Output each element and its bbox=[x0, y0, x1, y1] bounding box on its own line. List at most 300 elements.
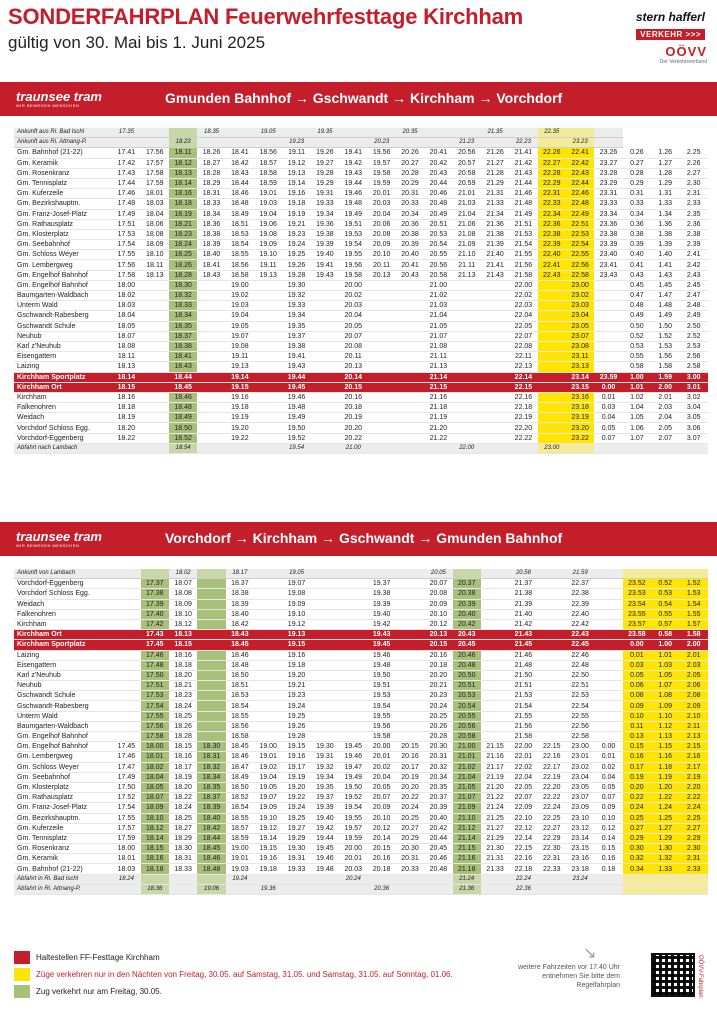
departure-time: 2.53 bbox=[679, 341, 708, 351]
departure-time: 18.45 bbox=[226, 640, 254, 650]
departure-time: 1.27 bbox=[651, 823, 679, 833]
departure-time: 22.05 bbox=[509, 782, 537, 792]
departure-time: 22.16 bbox=[538, 752, 566, 762]
departure-time: 17.54 bbox=[112, 803, 140, 813]
departure-time: 22.03 bbox=[509, 301, 537, 311]
departure-time: 1.06 bbox=[623, 423, 651, 433]
departure-time bbox=[623, 884, 651, 894]
departure-time: 0.02 bbox=[594, 762, 622, 772]
departure-time: 18.15 bbox=[112, 382, 140, 392]
departure-time bbox=[594, 362, 622, 372]
departure-time bbox=[112, 589, 140, 599]
departure-time: 19.34 bbox=[282, 311, 310, 321]
departure-time: 19.50 bbox=[339, 782, 367, 792]
departure-time bbox=[396, 138, 424, 148]
departure-time bbox=[396, 670, 424, 680]
departure-time: 1.31 bbox=[651, 189, 679, 199]
departure-time: 20.14 bbox=[367, 833, 395, 843]
departure-time: 0.31 bbox=[623, 189, 651, 199]
departure-time: 0.25 bbox=[623, 813, 651, 823]
departure-time bbox=[481, 423, 509, 433]
departure-time: 18.29 bbox=[169, 833, 197, 843]
departure-time: 0.00 bbox=[594, 742, 622, 752]
departure-time: 22.12 bbox=[509, 823, 537, 833]
departure-time: 18.01 bbox=[112, 854, 140, 864]
stop-name: Weidach bbox=[14, 413, 112, 423]
section2-route-title: Vorchdorf → Kirchham → Gschwandt → Gmunden Bahnhof bbox=[165, 530, 563, 546]
timetable-row bbox=[14, 579, 708, 589]
stop-name: Kirchham Ort bbox=[14, 382, 112, 392]
departure-time: 23.33 bbox=[594, 199, 622, 209]
departure-time: 19.42 bbox=[339, 158, 367, 168]
departure-time: 22.31 bbox=[538, 854, 566, 864]
departure-time: 20.14 bbox=[339, 372, 367, 382]
departure-time bbox=[396, 382, 424, 392]
departure-time: 21.19 bbox=[481, 772, 509, 782]
departure-time: 18.15 bbox=[169, 742, 197, 752]
departure-time: 18.46 bbox=[197, 854, 225, 864]
departure-time: 18.43 bbox=[226, 168, 254, 178]
departure-time bbox=[396, 433, 424, 443]
departure-time: 2.16 bbox=[679, 752, 708, 762]
departure-time: 21.33 bbox=[481, 199, 509, 209]
departure-time: 21.40 bbox=[509, 609, 537, 619]
departure-time bbox=[651, 884, 679, 894]
departure-time: 22.22 bbox=[538, 793, 566, 803]
departure-time: 19.01 bbox=[254, 189, 282, 199]
departure-time: 18.14 bbox=[169, 178, 197, 188]
departure-time: 19.04 bbox=[254, 772, 282, 782]
departure-time: 20.33 bbox=[396, 199, 424, 209]
departure-time bbox=[254, 382, 282, 392]
departure-time bbox=[367, 291, 395, 301]
departure-time: 18.29 bbox=[197, 178, 225, 188]
departure-time: 22.40 bbox=[538, 250, 566, 260]
departure-time: 19.56 bbox=[339, 260, 367, 270]
departure-time bbox=[197, 589, 225, 599]
departure-time: 21.43 bbox=[481, 270, 509, 280]
departure-time bbox=[197, 403, 225, 413]
departure-time: 1.03 bbox=[651, 660, 679, 670]
departure-time bbox=[594, 579, 622, 589]
departure-time: 20.01 bbox=[339, 854, 367, 864]
departure-time: 18.16 bbox=[112, 392, 140, 402]
departure-time: 21.54 bbox=[509, 240, 537, 250]
departure-time: 0.13 bbox=[623, 732, 651, 742]
departure-time: 20.18 bbox=[367, 864, 395, 874]
qr-code-icon[interactable] bbox=[651, 953, 695, 997]
departure-time bbox=[481, 569, 509, 579]
departure-time bbox=[453, 291, 481, 301]
departure-time: 2.01 bbox=[651, 392, 679, 402]
departure-time: 23.03 bbox=[566, 301, 594, 311]
departure-time: 19.34 bbox=[311, 209, 339, 219]
departure-time bbox=[197, 382, 225, 392]
departure-time: 22.43 bbox=[566, 168, 594, 178]
departure-time: 19.11 bbox=[282, 148, 310, 158]
departure-time: 19.10 bbox=[254, 813, 282, 823]
departure-time: 19.18 bbox=[226, 403, 254, 413]
departure-time bbox=[339, 884, 367, 894]
departure-time: 1.24 bbox=[651, 803, 679, 813]
departure-time: 22.48 bbox=[566, 199, 594, 209]
timetable-row bbox=[14, 884, 708, 894]
departure-time: 23.20 bbox=[566, 423, 594, 433]
section1-route-title: Gmunden Bahnhof → Gschwandt → Kirchham → Vorchdorf bbox=[165, 90, 563, 106]
departure-time: 22.01 bbox=[509, 752, 537, 762]
stop-name: Gm. Engelhof Bahnhof bbox=[14, 732, 112, 742]
departure-time bbox=[311, 392, 339, 402]
departure-time bbox=[254, 579, 282, 589]
timetable-row bbox=[14, 352, 708, 362]
stop-name: Falkenohren bbox=[14, 609, 112, 619]
departure-time: 20.11 bbox=[339, 352, 367, 362]
departure-time: 18.03 bbox=[112, 864, 140, 874]
departure-time: 19.15 bbox=[226, 382, 254, 392]
departure-time: 18.55 bbox=[226, 813, 254, 823]
departure-time bbox=[424, 443, 452, 453]
stop-name: Laizing bbox=[14, 362, 112, 372]
departure-time: 23.57 bbox=[623, 619, 651, 629]
departure-time bbox=[226, 443, 254, 453]
departure-time bbox=[396, 609, 424, 619]
departure-time: 21.58 bbox=[509, 732, 537, 742]
departure-time: 18.21 bbox=[169, 219, 197, 229]
departure-time: 22.13 bbox=[509, 362, 537, 372]
departure-time: 23.40 bbox=[594, 250, 622, 260]
departure-time bbox=[112, 619, 140, 629]
departure-time: 23.34 bbox=[594, 209, 622, 219]
departure-time: 21.13 bbox=[453, 270, 481, 280]
departure-time: 1.48 bbox=[651, 301, 679, 311]
departure-time: 23.07 bbox=[566, 793, 594, 803]
stop-name: Abfahrt in Ri. Bad Ischl bbox=[14, 874, 112, 884]
departure-time: 18.55 bbox=[226, 711, 254, 721]
departure-time: 1.57 bbox=[679, 619, 708, 629]
departure-time: 19.38 bbox=[367, 589, 395, 599]
stop-name: Eisengattern bbox=[14, 352, 112, 362]
departure-time: 19.02 bbox=[254, 762, 282, 772]
departure-time bbox=[396, 311, 424, 321]
departure-time: 1.08 bbox=[651, 691, 679, 701]
departure-time: 21.25 bbox=[481, 813, 509, 823]
departure-time: 23.28 bbox=[594, 168, 622, 178]
departure-time bbox=[141, 362, 169, 372]
departure-time bbox=[367, 403, 395, 413]
departure-time: 20.51 bbox=[424, 219, 452, 229]
departure-time: 0.32 bbox=[623, 854, 651, 864]
departure-time: 17.50 bbox=[141, 670, 169, 680]
timetable-row bbox=[14, 721, 708, 731]
departure-time: 21.55 bbox=[509, 711, 537, 721]
departure-time: 0.22 bbox=[623, 793, 651, 803]
departure-time: 18.05 bbox=[112, 321, 140, 331]
departure-time bbox=[311, 372, 339, 382]
departure-time: 2.38 bbox=[679, 229, 708, 239]
departure-time bbox=[339, 732, 367, 742]
departure-time: 0.06 bbox=[623, 681, 651, 691]
departure-time bbox=[538, 711, 566, 721]
departure-time: 18.17 bbox=[226, 569, 254, 579]
departure-time: 22.46 bbox=[566, 189, 594, 199]
departure-time bbox=[538, 341, 566, 351]
departure-time: 18.08 bbox=[112, 341, 140, 351]
departure-time: 20.31 bbox=[424, 752, 452, 762]
departure-time: 19.09 bbox=[282, 599, 310, 609]
departure-time: 20.04 bbox=[367, 209, 395, 219]
departure-time: 21.38 bbox=[509, 589, 537, 599]
departure-time bbox=[679, 443, 708, 453]
departure-time: 21.10 bbox=[453, 813, 481, 823]
departure-time bbox=[679, 569, 708, 579]
departure-time bbox=[254, 630, 282, 640]
departure-time: 19.28 bbox=[311, 168, 339, 178]
departure-time bbox=[112, 711, 140, 721]
stop-name: Gm. Schloss Weyer bbox=[14, 762, 112, 772]
departure-time: 20.58 bbox=[453, 168, 481, 178]
departure-time: 18.01 bbox=[141, 189, 169, 199]
departure-time bbox=[538, 569, 566, 579]
departure-time: 22.25 bbox=[538, 813, 566, 823]
departure-time bbox=[538, 352, 566, 362]
departure-time: 18.12 bbox=[169, 158, 197, 168]
departure-time: 19.10 bbox=[282, 609, 310, 619]
departure-time: 0.52 bbox=[651, 579, 679, 589]
departure-time: 20.42 bbox=[424, 823, 452, 833]
departure-time bbox=[538, 599, 566, 609]
departure-time: 23.09 bbox=[566, 803, 594, 813]
departure-time bbox=[197, 138, 225, 148]
departure-time: 3.00 bbox=[679, 372, 708, 382]
departure-time bbox=[481, 579, 509, 589]
departure-time: 21.04 bbox=[424, 311, 452, 321]
departure-time: 20.22 bbox=[339, 433, 367, 443]
departure-time: 22.43 bbox=[538, 270, 566, 280]
departure-time: 0.07 bbox=[594, 793, 622, 803]
departure-time: 20.20 bbox=[424, 670, 452, 680]
departure-time: 21.46 bbox=[509, 189, 537, 199]
departure-time: 2.07 bbox=[651, 433, 679, 443]
departure-time: 2.24 bbox=[679, 803, 708, 813]
stop-name: Gm. Lembergweg bbox=[14, 752, 112, 762]
departure-time bbox=[481, 640, 509, 650]
timetable-row bbox=[14, 443, 708, 453]
departure-time: 20.01 bbox=[367, 752, 395, 762]
departure-time: 19.47 bbox=[339, 762, 367, 772]
departure-time bbox=[311, 691, 339, 701]
departure-time: 2.01 bbox=[679, 650, 708, 660]
departure-time bbox=[339, 701, 367, 711]
departure-time: 17.43 bbox=[112, 168, 140, 178]
departure-time: 19.30 bbox=[311, 742, 339, 752]
departure-time: 18.10 bbox=[141, 813, 169, 823]
departure-time: 18.11 bbox=[112, 352, 140, 362]
departure-time: 18.52 bbox=[226, 793, 254, 803]
legend-text: Zug verkehrt nur am Freitag, 30.05. bbox=[36, 987, 162, 996]
departure-time: 18.16 bbox=[169, 650, 197, 660]
departure-time bbox=[197, 413, 225, 423]
departure-time: 2.33 bbox=[679, 199, 708, 209]
departure-time: 22.40 bbox=[566, 609, 594, 619]
departure-time bbox=[594, 660, 622, 670]
departure-time: 19.41 bbox=[282, 352, 310, 362]
stop-name: Gm. Engelhof Bahnhof bbox=[14, 742, 112, 752]
departure-time: 18.51 bbox=[226, 219, 254, 229]
departure-time: 20.07 bbox=[424, 579, 452, 589]
departure-time: 1.18 bbox=[651, 762, 679, 772]
departure-time: 19.36 bbox=[254, 884, 282, 894]
departure-time bbox=[141, 443, 169, 453]
departure-time: 19.17 bbox=[282, 762, 310, 772]
departure-time: 18.26 bbox=[197, 148, 225, 158]
departure-time bbox=[197, 630, 225, 640]
departure-time: 18.35 bbox=[197, 782, 225, 792]
departure-time: 19.11 bbox=[226, 352, 254, 362]
departure-time: 1.45 bbox=[651, 280, 679, 290]
departure-time bbox=[197, 732, 225, 742]
stop-name: Falkenohren bbox=[14, 403, 112, 413]
departure-time: 1.22 bbox=[651, 793, 679, 803]
departure-time: 2.26 bbox=[679, 158, 708, 168]
departure-time bbox=[367, 874, 395, 884]
stop-name: Gm. Kuferzeile bbox=[14, 189, 112, 199]
departure-time: 2.08 bbox=[679, 691, 708, 701]
departure-time: 22.55 bbox=[566, 250, 594, 260]
departure-time: 1.02 bbox=[623, 392, 651, 402]
departure-time bbox=[453, 311, 481, 321]
departure-time: 23.43 bbox=[594, 270, 622, 280]
departure-time: 23.13 bbox=[566, 362, 594, 372]
departure-time: 21.39 bbox=[509, 599, 537, 609]
departure-time: 2.19 bbox=[679, 772, 708, 782]
timetable-row bbox=[14, 311, 708, 321]
departure-time bbox=[311, 382, 339, 392]
departure-time: 2.45 bbox=[679, 280, 708, 290]
departure-time: 20.16 bbox=[424, 650, 452, 660]
departure-time bbox=[112, 701, 140, 711]
departure-time bbox=[226, 128, 254, 138]
departure-time: 18.24 bbox=[169, 701, 197, 711]
stop-name: Vorchdorf-Eggenberg bbox=[14, 433, 112, 443]
departure-time: 19.09 bbox=[254, 240, 282, 250]
departure-time: 18.38 bbox=[226, 589, 254, 599]
departure-time bbox=[197, 874, 225, 884]
departure-time bbox=[112, 640, 140, 650]
departure-time: 0.57 bbox=[651, 619, 679, 629]
departure-time: 21.39 bbox=[481, 240, 509, 250]
departure-time: 2.47 bbox=[679, 291, 708, 301]
departure-time: 21.04 bbox=[453, 209, 481, 219]
departure-time: 19.40 bbox=[367, 609, 395, 619]
departure-time: 23.59 bbox=[594, 372, 622, 382]
departure-time: 20.05 bbox=[424, 569, 452, 579]
departure-time: 23.39 bbox=[594, 240, 622, 250]
departure-time: 19.23 bbox=[282, 229, 310, 239]
departure-time: 19.48 bbox=[311, 864, 339, 874]
timetable-row bbox=[14, 362, 708, 372]
departure-time: 0.39 bbox=[623, 240, 651, 250]
departure-time: 19.16 bbox=[282, 752, 310, 762]
departure-time: 22.04 bbox=[509, 772, 537, 782]
departure-time: 23.58 bbox=[623, 630, 651, 640]
departure-time: 1.54 bbox=[679, 599, 708, 609]
departure-time: 19.01 bbox=[226, 854, 254, 864]
departure-time: 18.32 bbox=[197, 762, 225, 772]
departure-time bbox=[538, 579, 566, 589]
departure-time bbox=[481, 372, 509, 382]
departure-time: 19.36 bbox=[311, 219, 339, 229]
departure-time: 20.58 bbox=[453, 732, 481, 742]
departure-time: 18.57 bbox=[226, 823, 254, 833]
departure-time: 20.41 bbox=[424, 148, 452, 158]
departure-time bbox=[396, 711, 424, 721]
departure-time bbox=[538, 721, 566, 731]
timetable-row bbox=[14, 864, 708, 874]
departure-time bbox=[453, 413, 481, 423]
departure-time: 21.27 bbox=[481, 823, 509, 833]
departure-time bbox=[538, 291, 566, 301]
departure-time: 19.37 bbox=[282, 331, 310, 341]
regular-timetable-note: weitere Fahrzeiten vor 17.40 Uhr entnehmen Sie bitte dem Regelfahrplan bbox=[518, 964, 620, 989]
departure-time: 17.46 bbox=[141, 650, 169, 660]
departure-time: 23.14 bbox=[566, 833, 594, 843]
departure-time bbox=[481, 711, 509, 721]
departure-time: 18.03 bbox=[112, 301, 140, 311]
departure-time: 20.16 bbox=[396, 752, 424, 762]
departure-time: 2.20 bbox=[679, 782, 708, 792]
logo-verkehr-text: VERKEHR >>> bbox=[636, 29, 705, 40]
departure-time: 18.06 bbox=[141, 219, 169, 229]
departure-time bbox=[367, 301, 395, 311]
stop-name: Gm. Seebahnhof bbox=[14, 240, 112, 250]
departure-time: 19.58 bbox=[367, 732, 395, 742]
departure-time: 22.46 bbox=[566, 650, 594, 660]
departure-time: 21.29 bbox=[481, 178, 509, 188]
stop-name: Gm. Tennisplatz bbox=[14, 178, 112, 188]
departure-time bbox=[481, 341, 509, 351]
departure-time: 21.53 bbox=[509, 691, 537, 701]
departure-time bbox=[481, 874, 509, 884]
departure-time: 0.50 bbox=[623, 321, 651, 331]
departure-time: 22.09 bbox=[509, 803, 537, 813]
departure-time: 18.33 bbox=[169, 864, 197, 874]
departure-time bbox=[453, 352, 481, 362]
departure-time: 1.39 bbox=[651, 240, 679, 250]
departure-time: 19.34 bbox=[311, 772, 339, 782]
departure-time: 19.25 bbox=[282, 813, 310, 823]
departure-time bbox=[453, 128, 481, 138]
departure-time: 21.20 bbox=[481, 782, 509, 792]
departure-time: 23.54 bbox=[623, 599, 651, 609]
departure-time bbox=[453, 301, 481, 311]
departure-time: 20.34 bbox=[396, 209, 424, 219]
departure-time: 19.14 bbox=[254, 833, 282, 843]
departure-time: 19.03 bbox=[254, 199, 282, 209]
departure-time bbox=[538, 372, 566, 382]
departure-time: 20.16 bbox=[367, 854, 395, 864]
departure-time: 21.46 bbox=[509, 650, 537, 660]
departure-time: 20.48 bbox=[424, 864, 452, 874]
departure-time bbox=[197, 691, 225, 701]
timetable-row bbox=[14, 291, 708, 301]
departure-time: 17.35 bbox=[112, 128, 140, 138]
departure-time bbox=[339, 569, 367, 579]
departure-time bbox=[197, 362, 225, 372]
departure-time bbox=[396, 579, 424, 589]
departure-time: 22.38 bbox=[566, 589, 594, 599]
departure-time: 18.52 bbox=[169, 433, 197, 443]
departure-time bbox=[396, 660, 424, 670]
